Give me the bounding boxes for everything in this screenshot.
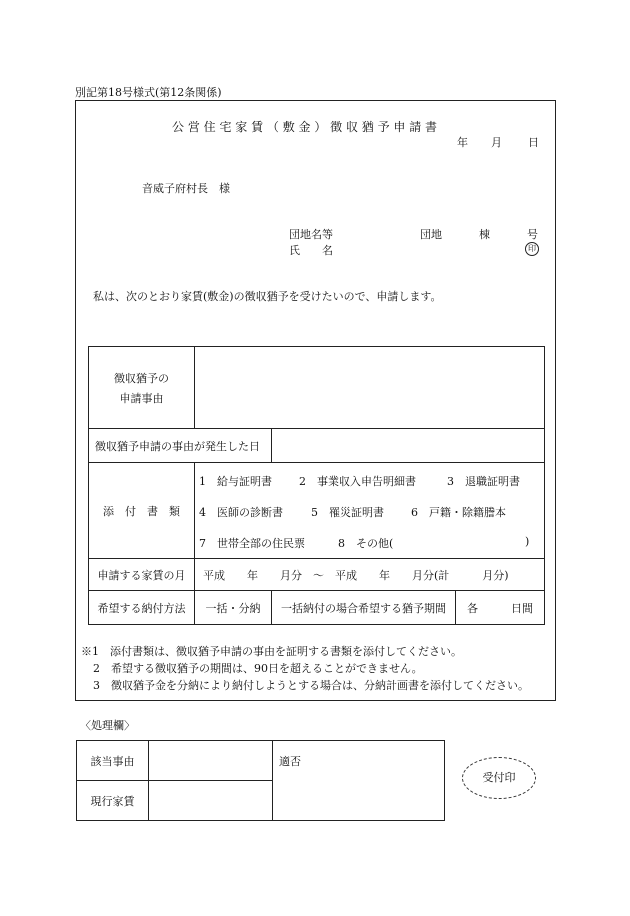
seal-mark bbox=[525, 241, 539, 256]
form-title: 公 営 住 宅 家 賃 （ 敷 金 ） 徴 収 猶 予 申 請 書 bbox=[172, 120, 438, 134]
building-unit: 棟 bbox=[479, 228, 490, 241]
attachment-item-2: 2 事業収入申告明細書 bbox=[299, 475, 416, 488]
note-2: 2 希望する徴収猶予の期間は、90日を超えることができません。 bbox=[93, 662, 423, 675]
reason-label-line1: 徴収猶予の bbox=[114, 371, 169, 385]
attachment-item-1: 1 給与証明書 bbox=[199, 475, 272, 488]
applicable-reason-field[interactable] bbox=[149, 741, 273, 781]
current-rent-field[interactable] bbox=[149, 781, 273, 821]
reason-row bbox=[89, 347, 545, 429]
lump-label: 一括納付の場合希望する猶予期間 bbox=[272, 591, 456, 625]
attachments-row bbox=[89, 463, 545, 559]
note-1: ※1 添付書類は、徴収猶予申請の事由を証明する書類を添付してください。 bbox=[81, 645, 462, 658]
date-row bbox=[89, 429, 545, 463]
addressee: 音威子府村長 様 bbox=[142, 182, 230, 195]
rent-period[interactable]: 平成 年 月分 ～ 平成 年 月分(計 月分) bbox=[195, 559, 545, 591]
payment-label: 希望する納付方法 bbox=[89, 591, 195, 625]
date-month: 月 bbox=[491, 136, 502, 149]
approval-label: 適否 bbox=[279, 755, 301, 768]
approval-cell[interactable] bbox=[273, 741, 445, 821]
note-3: 3 徴収猶予金を分納により納付しようとする場合は、分納計画書を添付してください。 bbox=[93, 679, 529, 692]
attachment-item-6: 6 戸籍・除籍謄本 bbox=[411, 506, 506, 519]
lump-value[interactable]: 各 日間 bbox=[456, 591, 545, 625]
payment-row bbox=[89, 591, 545, 625]
processing-heading: 〈処理欄〉 bbox=[80, 719, 135, 732]
reason-label-cell bbox=[89, 347, 195, 429]
estate-unit: 団地 bbox=[420, 228, 442, 241]
current-rent-label: 現行家賃 bbox=[77, 781, 149, 821]
date-day: 日 bbox=[528, 136, 539, 149]
rent-label: 申請する家賃の月 bbox=[89, 559, 195, 591]
estate-label: 団地名等 bbox=[289, 228, 333, 241]
attachments-label: 添 付 書 類 bbox=[89, 463, 195, 559]
attachment-item-4: 4 医師の診断書 bbox=[199, 506, 283, 519]
received-stamp: 受付印 bbox=[462, 757, 536, 799]
applicable-reason-label: 該当事由 bbox=[77, 741, 149, 781]
name-label: 氏 名 bbox=[289, 244, 333, 257]
rent-row bbox=[89, 559, 545, 591]
attachment-item-5: 5 罹災証明書 bbox=[311, 506, 384, 519]
processing-table bbox=[76, 740, 445, 821]
attachment-item-8: 8 その他( bbox=[338, 537, 394, 550]
attachment-item-3: 3 退職証明書 bbox=[447, 475, 520, 488]
reason-field[interactable] bbox=[195, 347, 545, 429]
attachment-item-7: 7 世帯全部の住民票 bbox=[199, 537, 305, 550]
attachment-item-8-close: ) bbox=[525, 535, 530, 548]
application-table bbox=[88, 346, 545, 625]
reason-label-line2: 申請事由 bbox=[119, 391, 164, 405]
payment-option[interactable]: 一括・分納 bbox=[195, 591, 272, 625]
date-field[interactable] bbox=[272, 429, 545, 463]
seal-icon: 印 bbox=[525, 242, 539, 256]
statement: 私は、次のとおり家賃(敷金)の徴収猶予を受けたいので、申請します。 bbox=[93, 290, 442, 303]
room-unit: 号 bbox=[527, 228, 538, 241]
form-reference: 別記第18号様式(第12条関係) bbox=[75, 86, 222, 99]
date-year: 年 bbox=[457, 136, 468, 149]
attachments-list bbox=[195, 463, 545, 559]
date-label: 徴収猶予申請の事由が発生した日 bbox=[89, 429, 272, 463]
